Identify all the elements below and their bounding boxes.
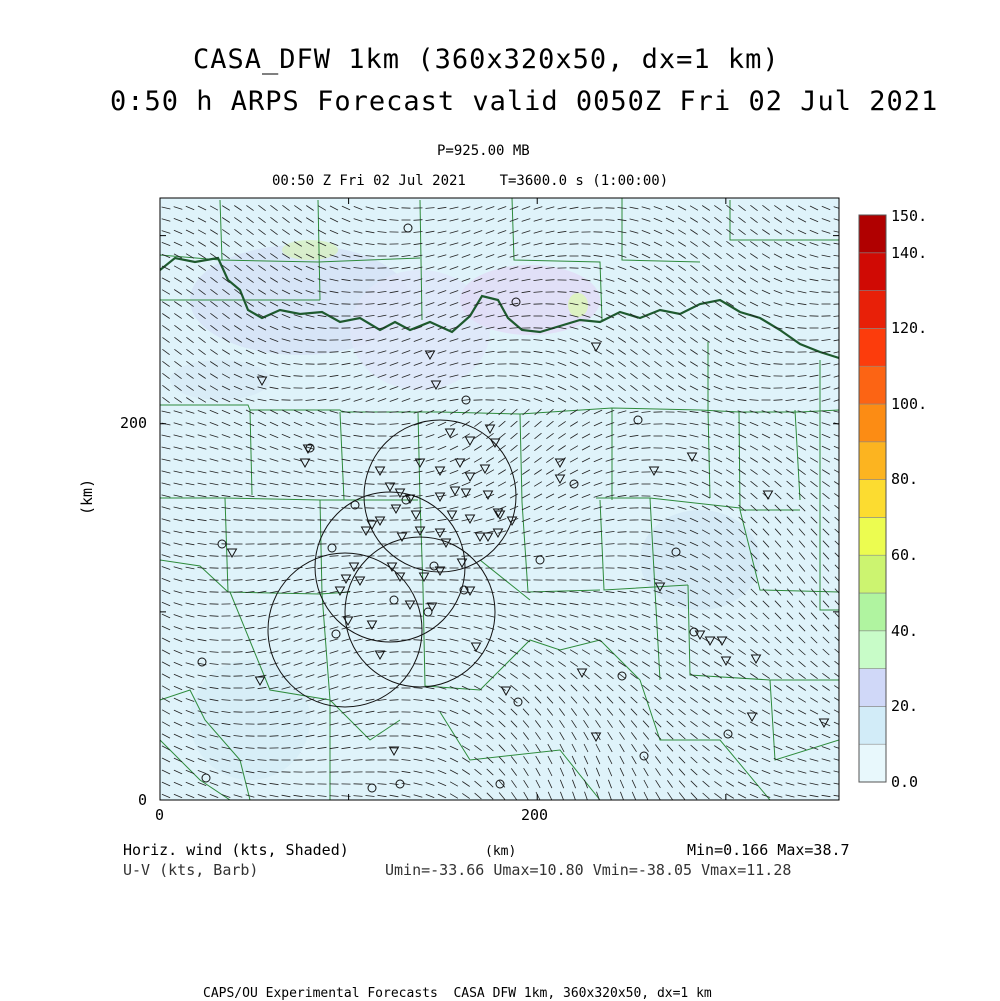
speed-patch bbox=[640, 510, 760, 610]
speed-patch bbox=[190, 660, 310, 780]
y-tick-0: 0 bbox=[138, 793, 147, 808]
colorbar-segment bbox=[859, 404, 886, 442]
uv-range-values: Umin=-33.66 Umax=10.80 Vmin=-38.05 Vmax=11.28 bbox=[385, 863, 791, 878]
colorbar-segment bbox=[859, 253, 886, 291]
colorbar-label-0: 0.0 bbox=[891, 775, 918, 790]
barb-variable-label: U-V (kts, Barb) bbox=[123, 863, 258, 878]
title-line-2: 0:50 h ARPS Forecast valid 0050Z Fri 02 Jul 2021 bbox=[110, 88, 938, 115]
colorbar-label-80: 80. bbox=[891, 472, 918, 487]
colorbar-segment bbox=[859, 744, 886, 782]
colorbar-segment bbox=[859, 555, 886, 593]
colorbar-segment bbox=[859, 669, 886, 707]
colorbar-label-120: 120. bbox=[891, 321, 927, 336]
colorbar-label-40: 40. bbox=[891, 624, 918, 639]
colorbar-label-100: 100. bbox=[891, 397, 927, 412]
min-max-values: Min=0.166 Max=38.7 bbox=[687, 843, 850, 858]
shaded-variable-label: Horiz. wind (kts, Shaded) bbox=[123, 843, 349, 858]
x-axis-label: (km) bbox=[485, 845, 516, 858]
x-tick-0: 0 bbox=[155, 808, 164, 823]
colorbar-segment bbox=[859, 215, 886, 253]
title-line-1: CASA_DFW 1km (360x320x50, dx=1 km) bbox=[193, 46, 780, 73]
colorbar-segment bbox=[859, 593, 886, 631]
colorbar-label-150: 150. bbox=[891, 209, 927, 224]
colorbar-segment bbox=[859, 366, 886, 404]
colorbar-label-60: 60. bbox=[891, 548, 918, 563]
colorbar-segment bbox=[859, 631, 886, 669]
colorbar-label-140: 140. bbox=[891, 246, 927, 261]
speed-patch bbox=[282, 240, 338, 260]
colorbar-segment bbox=[859, 706, 886, 744]
colorbar-segment bbox=[859, 442, 886, 480]
y-axis-label: (km) bbox=[80, 479, 95, 515]
colorbar-segment bbox=[859, 480, 886, 518]
colorbar-label-20: 20. bbox=[891, 699, 918, 714]
y-tick-200: 200 bbox=[120, 416, 147, 431]
credit-line: CAPS/OU Experimental Forecasts CASA DFW 1km, 360x320x50, dx=1 km bbox=[203, 987, 712, 1000]
x-tick-200: 200 bbox=[521, 808, 548, 823]
colorbar bbox=[859, 215, 886, 782]
colorbar-segment bbox=[859, 291, 886, 329]
speed-patch bbox=[170, 360, 270, 400]
colorbar-segment bbox=[859, 517, 886, 555]
colorbar-segment bbox=[859, 328, 886, 366]
pressure-level: P=925.00 MB bbox=[437, 144, 530, 158]
time-info: 00:50 Z Fri 02 Jul 2021 T=3600.0 s (1:00:00) bbox=[272, 174, 668, 188]
